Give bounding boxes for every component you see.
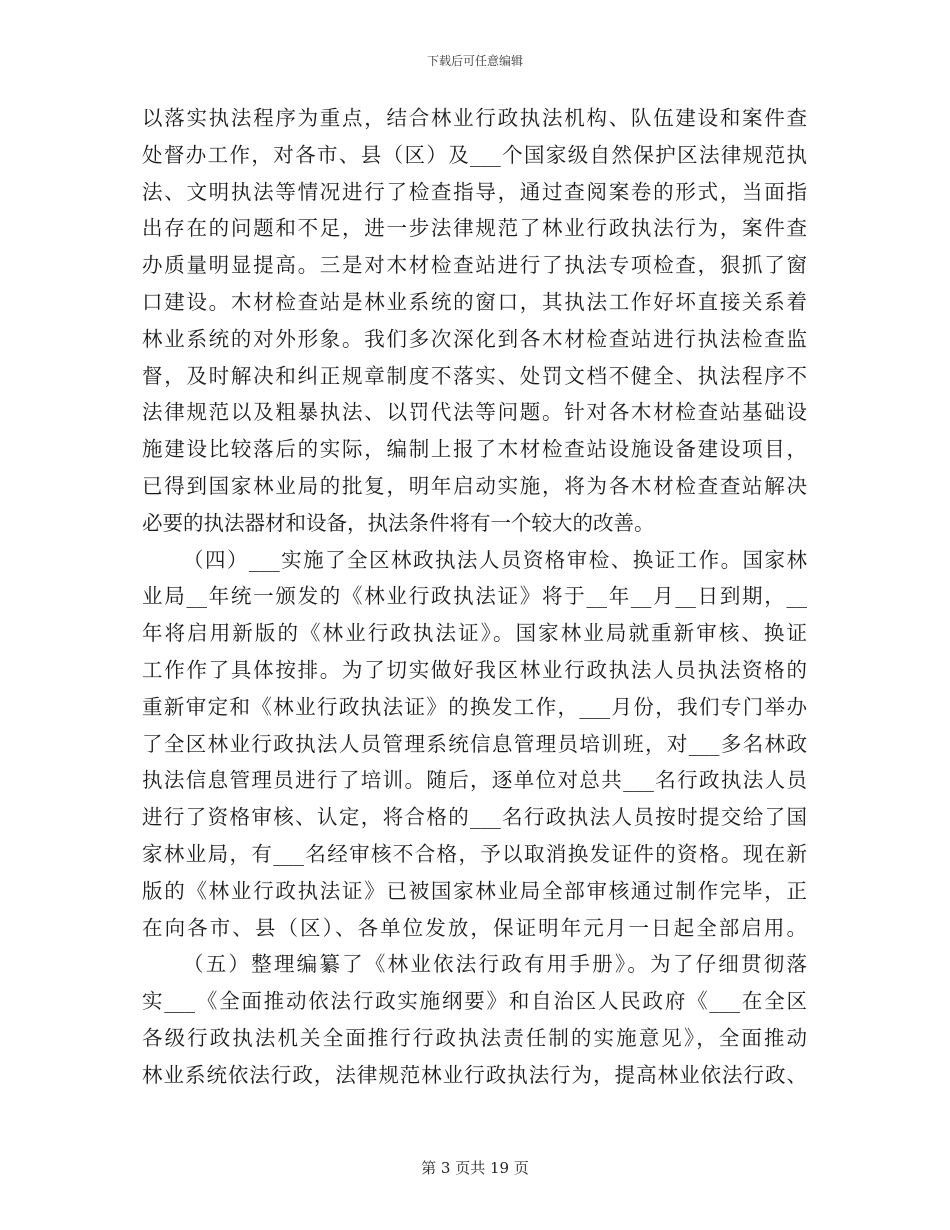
text-line: （五）整理编纂了《林业依法行政有用手册》。为了仔细贯彻落	[183, 952, 807, 977]
text-line: 以落实执法程序为重点，结合林业行政执法机构、队伍建设和案件查	[142, 106, 807, 130]
text-line: 处督办工作，对各市、县（区）及___个国家级自然保护区法律规范执	[142, 142, 807, 167]
text-line: 了全区林业行政执法人员管理系统信息管理员培训班，对___多名林政	[142, 731, 807, 756]
text-line: 执法信息管理员进行了培训。随后，逐单位对总共___名行政执法人员	[142, 768, 807, 793]
text-line: 已得到国家林业局的批复，明年启动实施，将为各木材检查查站解决	[142, 473, 807, 498]
page-footer: 第 3 页共 19 页	[421, 1159, 529, 1177]
text-line: 各级行政执法机关全面推行行政执法责任制的实施意见》，全面推动	[142, 1025, 807, 1050]
text-line: 重新审定和《林业行政执法证》的换发工作，___月份，我们专门举办	[142, 694, 807, 719]
text-line: 出存在的问题和不足，进一步法律规范了林业行政执法行为，案件查	[142, 216, 807, 241]
body-text	[142, 100, 807, 1094]
text-line: 口建设。木材检查站是林业系统的窗口，其执法工作好坏直接关系着	[142, 289, 807, 314]
text-line: （四）___实施了全区林政执法人员资格审检、换证工作。国家林	[183, 547, 807, 572]
text-line: 法律规范以及粗暴执法、以罚代法等问题。针对各木材检查站基础设	[142, 400, 807, 425]
text-line: 进行了资格审核、认定，将合格的___名行政执法人员按时提交给了国	[142, 805, 807, 830]
text-line: 年将启用新版的《林业行政执法证》。国家林业局就重新审核、换证	[142, 621, 807, 646]
text-line: 在向各市、县（区）、各单位发放，保证明年元月一日起全部启用。	[142, 915, 807, 940]
text-line: 业局__年统一颁发的《林业行政执法证》将于__年__月__日到期，__	[142, 584, 807, 609]
text-line: 实___《全面推动依法行政实施纲要》和自治区人民政府《___在全区	[142, 989, 807, 1014]
text-line: 办质量明显提高。三是对木材检查站进行了执法专项检查，狠抓了窗	[142, 253, 807, 278]
page-header: 下载后可任意编辑	[426, 54, 523, 68]
text-line: 家林业局，有___名经审核不合格，予以取消换发证件的资格。现在新	[142, 841, 807, 866]
text-line: 林业系统依法行政，法律规范林业行政执法行为，提高林业依法行政、	[142, 1062, 807, 1087]
text-line: 版的《林业行政执法证》已被国家林业局全部审核通过制作完毕，正	[142, 878, 807, 903]
text-line: 法、文明执法等情况进行了检查指导，通过查阅案卷的形式，当面指	[142, 179, 807, 204]
text-line: 施建设比较落后的实际，编制上报了木材检查站设施设备建设项目，	[142, 437, 807, 462]
text-line: 必要的执法器材和设备，执法条件将有一个较大的改善。	[142, 510, 655, 535]
text-line: 林业系统的对外形象。我们多次深化到各木材检查站进行执法检查监	[142, 326, 807, 351]
text-line: 督，及时解决和纠正规章制度不落实、处罚文档不健全、执法程序不	[142, 363, 807, 388]
text-line: 工作作了具体按排。为了切实做好我区林业行政执法人员执法资格的	[142, 657, 807, 682]
